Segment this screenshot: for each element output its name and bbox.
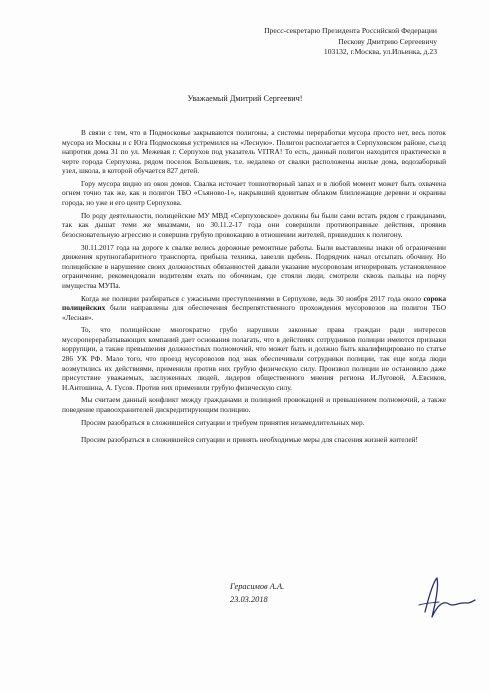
paragraph-5-emphasis: сорока полицейских — [62, 293, 446, 313]
letter-body — [62, 128, 446, 448]
paragraph-5 — [62, 294, 446, 323]
paragraph-5-start: Когда же полиции разбираться с ужасными преступлениями в Серпухове, ведь 30 ноября 2017 года около — [81, 293, 424, 303]
signature-block — [230, 580, 284, 606]
paragraph-6: То, что полицейские многократно грубо нарушили законные права граждан ради интересов мусороперерабатывающих компаний дает основания полагать, что в действиях сотрудников полиции имеются признаки коррупции, а также превышения должностных полномочий, что может быть и должно быть квалифицировано по статье 286 УК РФ. Мало того, что проезд мусоровозов под знак обеспечивали сотрудники полиции, так еще когда люди возмутились их действиями, применили против них грубую физическую силу. Произвол полиции не остановило даже присутствие уважаемых, заслуженных людей, лидеров общественного мнения региона И.Луговой, А.Евсиков, Н.Антошина, А. Гусов. Против них применили грубую физическую силу. — [62, 325, 446, 392]
addressee-address: 103132, г.Москва, ул.Ильинка, д.23 — [323, 47, 437, 56]
paragraph-1: В связи с тем, что в Подмосковье закрываются полигоны, а системы переработки мусора просто нет, весь поток мусора из Москвы и с Юга Подмосковья устремился на «Лесную». Полигон располагается в Серпуховском районе, съезд напротив дома 31 по ул. Межевая г. Серпухов под указатель VITRA! То есть, данный полигон находится практически в черте города Серпухова, рядом поселок Большевик, т.е. недалеко от свалки расположены жилые дома, водозаборный узел, школа, в которой обучается 827 детей. — [62, 128, 446, 176]
salutation: Уважаемый Дмитрий Сергеевич! — [187, 94, 303, 103]
paragraph-4: 30.11.2017 года на дороге к свалке велись дорожные ремонтные работы. Были выставлены знаки об ограничении движения крупногабаритного транспорта, прибыла техника, завезли щебень. Подрядчик начал отсыпать обочину. Но полицейские в нарушение своих должностных обязанностей давали указание мусоровозам игнорировать установленное ограничение, рекомендовали водителям ехать по обочинам, где стояли люди, смотрели сквозь пальцы на порчу имущества МУПа. — [62, 242, 446, 290]
paragraph-7: Мы считаем данный конфликт между гражданами и полицией провокацией и превышением полномочий, а также поведение правоохранителей дискредитирующим полицию. — [62, 395, 446, 414]
handwritten-signature — [415, 570, 477, 626]
signer-name: Герасимов А.А. — [230, 582, 285, 591]
paragraph-3: По роду деятельности, полицейские МУ МВД «Серпуховское» должны бы были сами встать рядом с гражданами, так как дышат теми же миазмами, но 30.11.2-17 года они совершили противоправные действия, проявив безосновательную агрессию и совершив грубую провокацию в отношении жителей, пришедших к полигону. — [62, 210, 446, 239]
paragraph-9: Просим разобраться в сложившейся ситуации и принять необходимые меры для спасения жизней жителей! — [81, 435, 418, 445]
paragraph-2: Гору мусора видно из окон домов. Свалка источает тошнотворный запах и в любой момент может быть охвачена огнем точно так же, как и полигон ТБО «Съяново-1», накрывший ядовитым облаком близлежащие деревни и окраины города, но уже и его центр Серпухова. — [62, 178, 446, 208]
addressee-block — [264, 26, 437, 58]
paragraph-8: Просим разобраться в сложившейся ситуации и требуем принятия незамедлительных мер. — [81, 417, 365, 427]
paragraph-5-end: были направлены для обеспечения беспрепятственного прохождения мусоровозов на полигон ТБО «Лесная». — [62, 303, 446, 322]
addressee-name: Пескову Дмитрию Сергеевичу — [338, 36, 437, 46]
signature-date: 23.03.2018 — [230, 595, 268, 604]
addressee-title: Пресс-секретарю Президента Российской Федерации — [264, 26, 437, 35]
